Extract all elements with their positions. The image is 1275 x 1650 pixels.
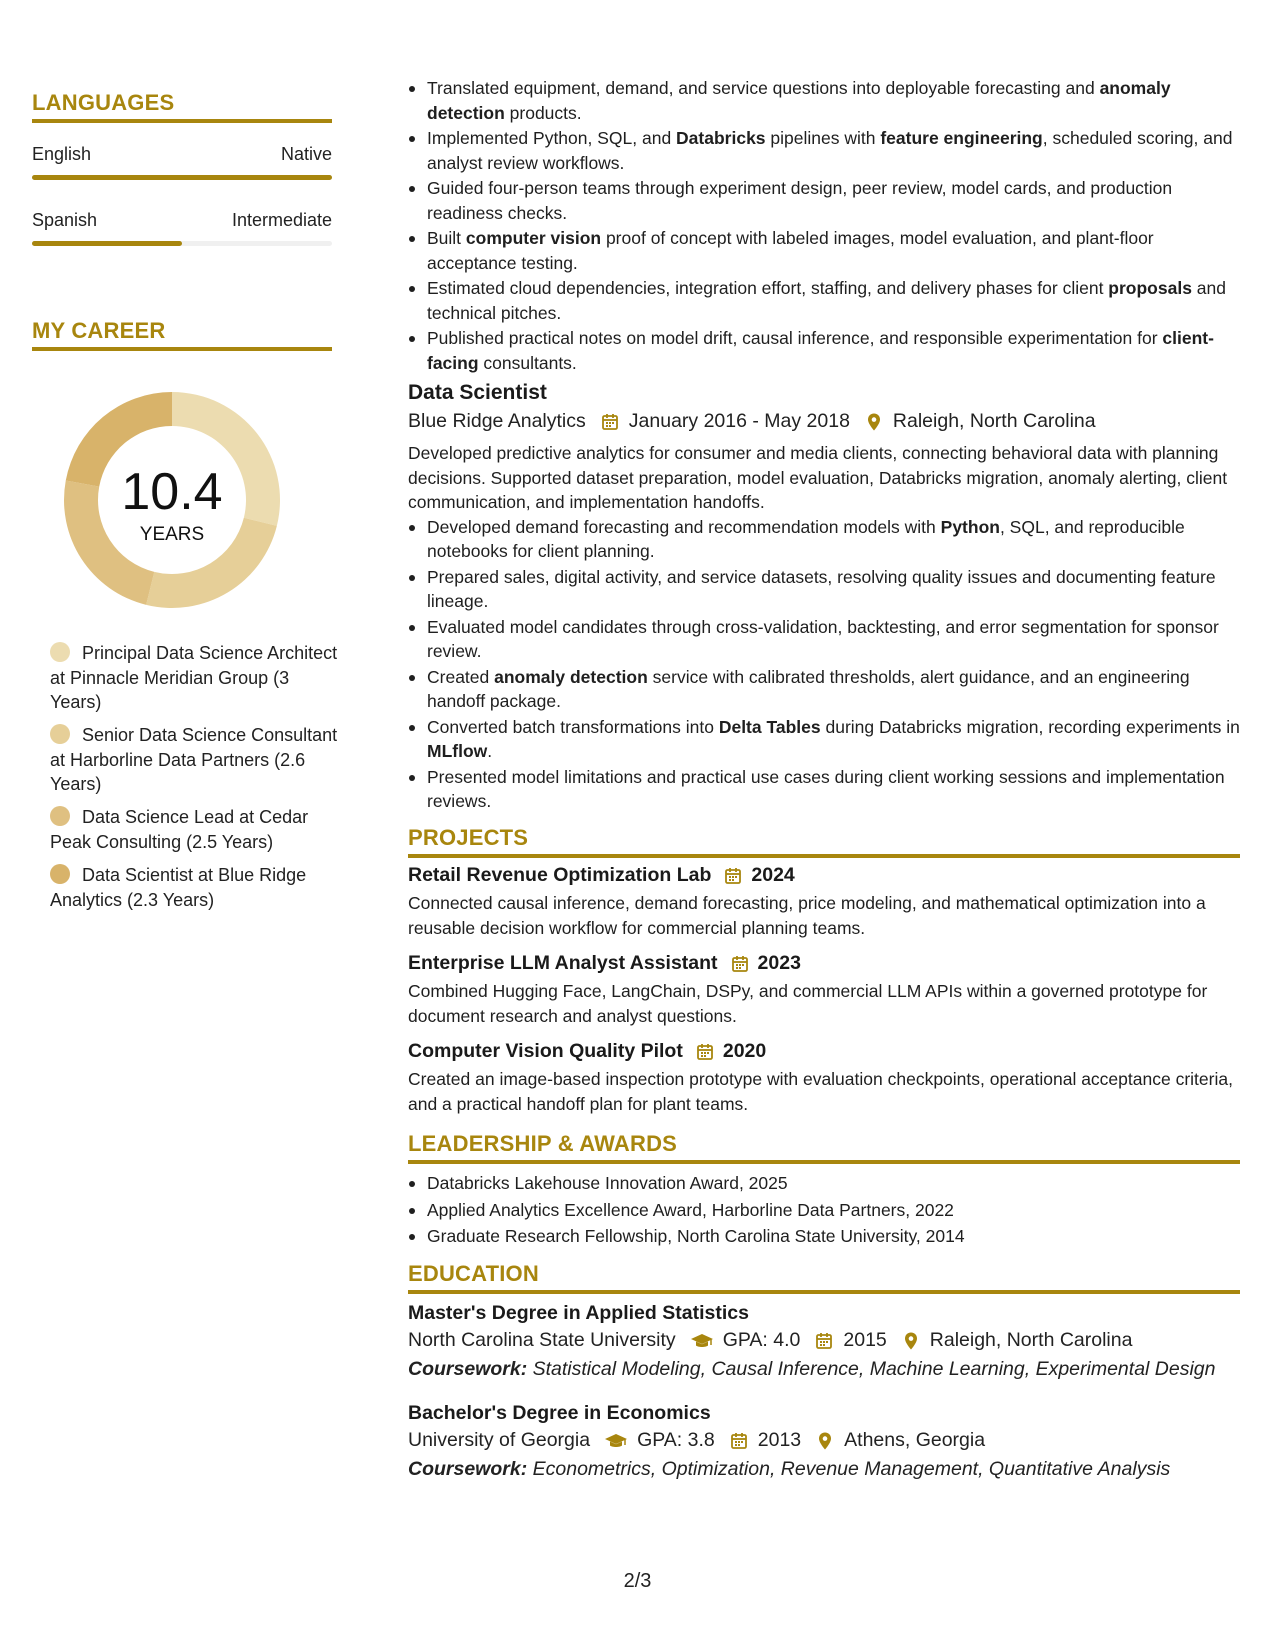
- career-legend-item: [50, 863, 340, 912]
- bullet-text: Evaluated model candidates through cross-validation, backtesting, and error segmentation for sponsor review.: [427, 616, 1219, 661]
- school-name: University of Georgia: [408, 1429, 591, 1451]
- calendar-icon: [600, 412, 620, 432]
- language-bar-fill: [32, 241, 182, 246]
- bullet-text: Guided four-person teams through experiment design, peer review, model cards, and production readiness checks.: [427, 178, 1173, 223]
- legend-label: Principal Data Science Architect at Pinnacle Meridian Group (3 Years): [50, 643, 338, 712]
- career-title: MY CAREER: [32, 318, 332, 351]
- language-level: Native: [280, 144, 332, 164]
- bullet-bold-text: anomaly detection: [494, 666, 648, 687]
- bullet-item: [408, 665, 1240, 714]
- bullet-item: [408, 715, 1240, 764]
- job-meta: [408, 410, 1240, 433]
- school-location: Raleigh, North Carolina: [929, 1329, 1133, 1351]
- coursework-list: Statistical Modeling, Causal Inference, Machine Learning, Experimental Design: [532, 1358, 1216, 1380]
- bullet-bold-text: Databricks: [676, 128, 766, 148]
- graduation-cap-icon: [690, 1331, 714, 1351]
- education-title: EDUCATION: [408, 1261, 1240, 1294]
- bullet-item: [408, 326, 1238, 375]
- bullet-item: [408, 565, 1240, 614]
- calendar-icon: [723, 866, 743, 886]
- coursework-label: Coursework:: [408, 1458, 528, 1480]
- legend-label: Data Scientist at Blue Ridge Analytics (2.3 Years): [50, 865, 307, 910]
- career-legend-item: [50, 641, 340, 715]
- bullet-item: [408, 226, 1238, 275]
- graduation-year: 2013: [757, 1429, 802, 1451]
- legend-dot: [50, 806, 70, 826]
- bullet-text: Published practical notes on model drift, causal inference, and responsible experimentation for: [427, 328, 1163, 348]
- job-entry: [408, 381, 1240, 815]
- project-item: [408, 952, 1240, 1028]
- bullet-text: Estimated cloud dependencies, integration effort, staffing, and delivery phases for client: [427, 278, 1109, 298]
- bullet-text: consultants.: [478, 352, 577, 373]
- language-name: Spanish: [32, 210, 98, 230]
- project-item: [408, 1040, 1240, 1116]
- bullet-bold-text: client-facing: [427, 328, 1214, 373]
- project-header: [408, 864, 1240, 887]
- career-total: 10.4: [121, 463, 223, 521]
- language-english: [32, 144, 332, 180]
- legend-dot: [50, 642, 70, 662]
- bullet-text: Presented model limitations and practical use cases during client working sessions and implementation reviews.: [427, 766, 1225, 811]
- school-name: North Carolina State University: [408, 1329, 676, 1351]
- language-bar-fill: [32, 175, 332, 180]
- coursework-label: Coursework:: [408, 1358, 528, 1380]
- job-title: Data Scientist: [408, 381, 547, 404]
- bullet-bold-text: proposals: [1108, 278, 1192, 298]
- job-summary: Developed predictive analytics for consumer and media clients, connecting behavioral data with planning decisions. Supported dataset preparation, model evaluation, Databricks migration, anomaly alerting, client communication, and implementation handoffs.: [408, 443, 1228, 512]
- language-bar: [32, 241, 332, 246]
- bullet-bold-text: Delta Tables: [718, 716, 821, 737]
- bullet-text: .: [487, 741, 493, 761]
- awards-list: [408, 1171, 1240, 1249]
- language-level: Intermediate: [231, 210, 332, 230]
- legend-dot: [50, 724, 70, 744]
- gpa: GPA: 3.8: [637, 1429, 715, 1451]
- gpa: GPA: 4.0: [722, 1329, 801, 1351]
- project-description: Created an image-based inspection prototype with evaluation checkpoints, operational acceptance criteria, and a practical handoff plan for plant teams.: [408, 1069, 1233, 1114]
- graduation-year: 2015: [843, 1329, 887, 1351]
- calendar-icon: [729, 1431, 749, 1451]
- language-bar: [32, 175, 332, 180]
- calendar-icon: [730, 954, 750, 974]
- bullet-text: service with calibrated thresholds, alert guidance, and an engineering handoff package.: [427, 666, 1190, 711]
- bullet-item: [408, 276, 1238, 325]
- career-legend-item: [50, 805, 340, 854]
- bullet-text: Prepared sales, digital activity, and service datasets, resolving quality issues and documenting feature lineage.: [427, 566, 1216, 611]
- graduation-cap-icon: [604, 1431, 628, 1451]
- award-item: Graduate Research Fellowship, North Carolina State University, 2014: [408, 1224, 1240, 1249]
- bullet-text: during Databricks migration, recording experiments in: [820, 716, 1240, 737]
- education-meta: [408, 1429, 1240, 1452]
- project-description: Combined Hugging Face, LangChain, DSPy, and commercial LLM APIs within a governed prototype for document research and analyst questions.: [408, 981, 1208, 1026]
- location-pin-icon: [864, 412, 884, 432]
- bullet-text: Developed demand forecasting and recommendation models with: [427, 516, 941, 537]
- legend-label: Data Science Lead at Cedar Peak Consulting (2.5 Years): [50, 807, 309, 852]
- bullet-bold-text: anomaly detection: [427, 78, 1171, 123]
- project-name: Retail Revenue Optimization Lab: [408, 864, 712, 886]
- bullet-item: [408, 515, 1240, 564]
- bullet-text: pipelines with: [765, 128, 881, 148]
- coursework: [408, 1458, 1240, 1481]
- education-item: [408, 1402, 1240, 1481]
- coursework: [408, 1358, 1240, 1381]
- education-item: [408, 1302, 1240, 1381]
- project-description: Connected causal inference, demand forecasting, price modeling, and mathematical optimization into a reusable decision workflow for commercial planning teams.: [408, 893, 1206, 938]
- project-year: 2023: [757, 952, 801, 974]
- career-unit: YEARS: [139, 524, 205, 545]
- job-company: Blue Ridge Analytics: [408, 410, 586, 432]
- languages-title: LANGUAGES: [32, 90, 332, 123]
- bullet-text: Converted batch transformations into: [427, 716, 719, 737]
- project-name: Computer Vision Quality Pilot: [408, 1040, 683, 1062]
- calendar-icon: [695, 1042, 715, 1062]
- career-donut-chart: [57, 385, 287, 615]
- bullet-item: [408, 765, 1240, 814]
- bullet-bold-text: feature engineering: [880, 128, 1043, 148]
- project-header: [408, 1040, 1240, 1063]
- bullet-text: , scheduled scoring, and analyst review workflows.: [427, 128, 1233, 173]
- bullet-text: , SQL, and reproducible notebooks for client planning.: [427, 516, 1185, 561]
- bullet-text: and technical pitches.: [427, 278, 1226, 323]
- bullet-text: proof of concept with labeled images, model evaluation, and plant-floor acceptance testing.: [427, 228, 1154, 273]
- project-name: Enterprise LLM Analyst Assistant: [408, 952, 718, 974]
- calendar-icon: [814, 1331, 834, 1351]
- bullet-bold-text: computer vision: [465, 228, 602, 248]
- project-year: 2024: [751, 864, 795, 886]
- bullet-text: Created: [427, 666, 495, 687]
- coursework-list: Econometrics, Optimization, Revenue Management, Quantitative Analysis: [532, 1458, 1171, 1480]
- language-name: English: [32, 144, 92, 164]
- projects-title: PROJECTS: [408, 825, 1240, 858]
- school-location: Athens, Georgia: [844, 1429, 986, 1451]
- bullet-bold-text: Python: [940, 516, 1000, 537]
- bullet-item: [408, 126, 1238, 175]
- previous-job-bullets: [408, 76, 1238, 376]
- project-year: 2020: [722, 1040, 767, 1062]
- career-legend-item: [50, 723, 340, 797]
- bullet-item: [408, 615, 1240, 664]
- award-item: Applied Analytics Excellence Award, Harborline Data Partners, 2022: [408, 1198, 1240, 1223]
- page-number: 2/3: [623, 1570, 652, 1592]
- bullet-item: [408, 76, 1238, 125]
- bullet-item: [408, 176, 1238, 225]
- bullet-text: Implemented Python, SQL, and: [427, 128, 677, 148]
- bullet-text: Translated equipment, demand, and service questions into deployable forecasting and: [427, 78, 1100, 98]
- education-meta: [408, 1329, 1240, 1352]
- bullet-text: products.: [504, 102, 582, 123]
- bullet-bold-text: MLflow: [427, 741, 488, 761]
- job-dates: January 2016 - May 2018: [628, 410, 850, 432]
- language-spanish: [32, 210, 332, 246]
- degree-name: Bachelor's Degree in Economics: [408, 1402, 711, 1424]
- legend-label: Senior Data Science Consultant at Harborline Data Partners (2.6 Years): [50, 725, 338, 794]
- project-item: [408, 864, 1240, 940]
- awards-title: LEADERSHIP & AWARDS: [408, 1131, 1240, 1164]
- bullet-text: Built: [427, 228, 466, 248]
- location-pin-icon: [815, 1431, 835, 1451]
- award-item: Databricks Lakehouse Innovation Award, 2025: [408, 1171, 1240, 1196]
- degree-name: Master's Degree in Applied Statistics: [408, 1302, 749, 1324]
- legend-dot: [50, 864, 70, 884]
- job-bullets: [408, 515, 1240, 814]
- job-location: Raleigh, North Carolina: [892, 410, 1096, 432]
- location-pin-icon: [901, 1331, 921, 1351]
- project-header: [408, 952, 1240, 975]
